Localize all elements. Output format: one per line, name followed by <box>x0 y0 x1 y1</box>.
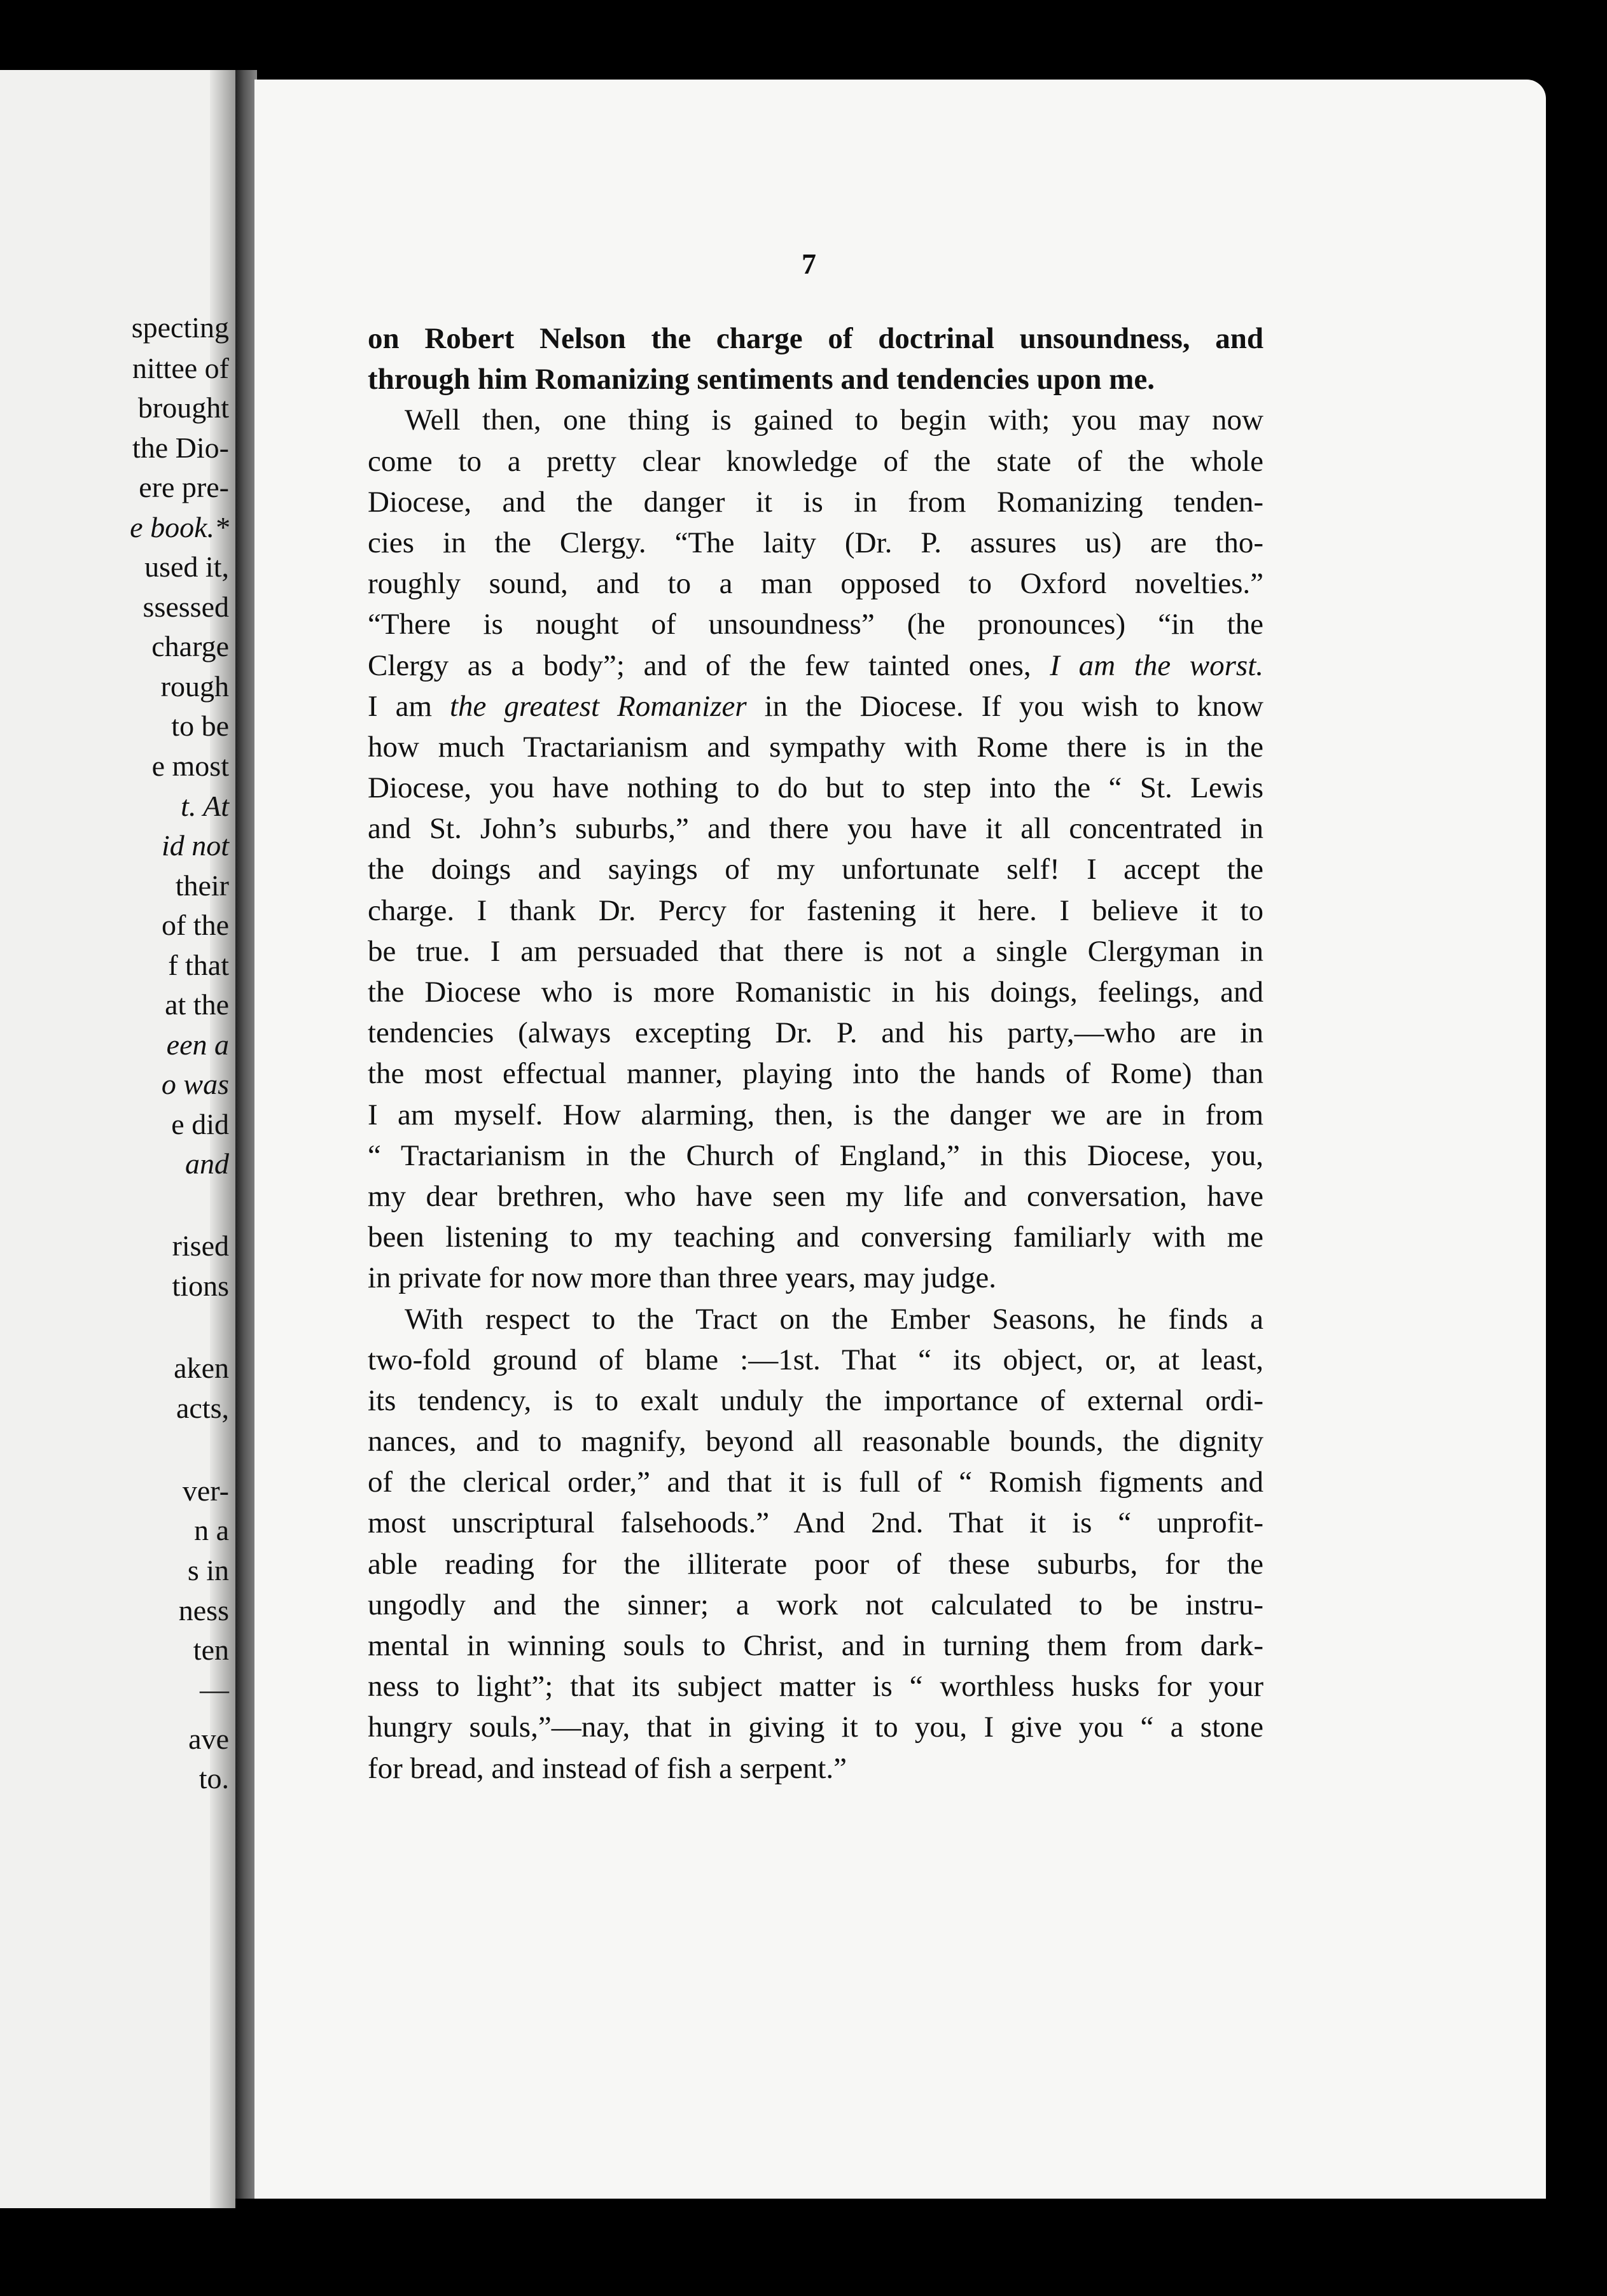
text-line <box>368 359 1263 400</box>
previous-page-line: n a <box>194 1514 229 1546</box>
text-line <box>368 1502 1263 1543</box>
previous-page-line: ness <box>178 1594 229 1627</box>
text-line <box>368 441 1263 482</box>
text-line-content: two-fold ground of blame :—1st. That “ its object, or, at least, <box>368 1343 1263 1376</box>
text-line-content: and St. John’s suburbs,” and there you have it all concentrated in <box>368 812 1263 846</box>
previous-page-line: s in <box>187 1554 229 1586</box>
text-line-content: Well then, one thing is gained to begin with; you may now <box>405 403 1263 437</box>
previous-page-line: their <box>175 869 229 902</box>
previous-page-line: o was <box>161 1068 229 1100</box>
text-line-content: been listening to my teaching and conversing familiarly with me <box>368 1221 1263 1254</box>
previous-page-line: to be <box>171 710 229 742</box>
text-line-content: hungry souls,”—nay, that in giving it to you, I give you “ a stone <box>368 1711 1263 1744</box>
text-line-content: “ Tractarianism in the Church of England,” in this Diocese, you, <box>368 1138 1263 1172</box>
previous-page-line: to. <box>198 1762 229 1795</box>
previous-page-line: rised <box>172 1229 229 1262</box>
previous-page-line: f that <box>168 949 229 981</box>
previous-page-line: aken <box>174 1352 229 1384</box>
previous-page-line: t. At <box>181 790 229 822</box>
text-line <box>368 931 1263 972</box>
text-line <box>368 522 1263 563</box>
text-line <box>368 890 1263 931</box>
previous-page-line: rough <box>160 670 229 703</box>
text-line-content: tendencies (always excepting Dr. P. and his party,—who are in <box>368 1016 1263 1050</box>
previous-page-line: e book.* <box>130 511 229 543</box>
previous-page-line: id not <box>161 829 229 862</box>
text-line-content: cies in the Clergy. “The laity (Dr. P. assures us) are tho- <box>368 526 1263 559</box>
text-line-emphasis: the greatest Romanizer <box>449 689 747 723</box>
text-line-content: able reading for the illiterate poor of these suburbs, for the <box>368 1547 1263 1581</box>
text-line-content: mental in winning souls to Christ, and in turning them from dark- <box>368 1629 1263 1662</box>
text-line-content: ness to light”; that its subject matter is “ worthless husks for your <box>368 1670 1263 1704</box>
text-line <box>368 1095 1263 1135</box>
previous-page-line: brought <box>137 391 229 424</box>
text-line-content: Diocese, you have nothing to do but to step into the “ St. Lewis <box>368 771 1263 805</box>
previous-page-line: nittee of <box>132 352 229 384</box>
text-line-content: I am <box>368 689 450 723</box>
previous-page-line: een a <box>166 1028 229 1061</box>
text-line <box>368 1625 1263 1666</box>
text-line <box>368 972 1263 1012</box>
previous-page-line: and <box>185 1147 229 1180</box>
text-line <box>368 1666 1263 1707</box>
text-line <box>368 400 1263 440</box>
previous-page-line: specting <box>131 311 229 344</box>
page-number: 7 <box>802 248 816 280</box>
text-line <box>368 1053 1263 1094</box>
previous-page-line: used it, <box>144 550 229 583</box>
text-line <box>368 1585 1263 1625</box>
text-line-content: Diocese, and the danger it is in from Romanizing tenden- <box>368 485 1263 519</box>
text-line-content: most unscriptural falsehoods.” And 2nd. That it is “ unprofit- <box>368 1506 1263 1540</box>
previous-page-line: ere pre- <box>139 471 229 503</box>
previous-page-line: the Dio- <box>132 431 229 464</box>
text-line <box>368 1707 1263 1747</box>
text-line-content: charge. I thank Dr. Percy for fastening it here. I believe it to <box>368 893 1263 927</box>
previous-page-line: ave <box>188 1723 229 1755</box>
text-line-content: ungodly and the sinner; a work not calculated to be instru- <box>368 1588 1263 1621</box>
text-line <box>368 482 1263 522</box>
text-line-content: in private for now more than three years, may judge. <box>368 1261 996 1295</box>
text-line <box>368 1462 1263 1502</box>
text-line <box>368 1421 1263 1462</box>
previous-page-line: acts, <box>176 1392 229 1424</box>
text-line <box>368 318 1263 359</box>
text-line-content: for bread, and instead of fish a serpent.” <box>368 1751 847 1785</box>
text-line <box>368 1176 1263 1217</box>
text-line-emphasis: I am the worst. <box>1050 648 1264 682</box>
previous-page-line: tions <box>172 1270 229 1302</box>
body-text <box>368 318 1263 1789</box>
text-line-content: the most effectual manner, playing into the hands of Rome) than <box>368 1057 1263 1091</box>
text-line <box>368 686 1263 727</box>
text-line <box>368 849 1263 890</box>
text-line <box>368 1544 1263 1585</box>
text-line-content: come to a pretty clear knowledge of the state of the whole <box>368 444 1263 478</box>
text-line-content: be true. I am persuaded that there is not a single Clergyman in <box>368 934 1263 968</box>
text-line-content: how much Tractarianism and sympathy with Rome there is in the <box>368 730 1263 764</box>
text-line-content: nances, and to magnify, beyond all reasonable bounds, the dignity <box>368 1425 1263 1459</box>
text-line <box>368 767 1263 808</box>
text-line-content: the Diocese who is more Romanistic in his doings, feelings, and <box>368 976 1263 1009</box>
text-line-content: With respect to the Tract on the Ember Seasons, he finds a <box>405 1302 1263 1336</box>
previous-page-line: e did <box>171 1108 229 1140</box>
text-line <box>368 1257 1263 1298</box>
previous-page-line: ver- <box>182 1474 229 1507</box>
text-line-content: roughly sound, and to a man opposed to Oxford novelties.” <box>368 567 1263 601</box>
text-line <box>368 727 1263 767</box>
previous-page-line: e most <box>151 750 229 782</box>
text-line-continuation: in the Diocese. If you wish to know <box>746 689 1263 723</box>
previous-page-line: at the <box>165 988 229 1021</box>
text-line-content: through him Romanizing sentiments and tendencies upon me. <box>368 363 1155 396</box>
text-line <box>368 1012 1263 1053</box>
text-line-content: “There is nought of unsoundness” (he pronounces) “in the <box>368 608 1263 641</box>
text-line <box>368 1299 1263 1340</box>
previous-page-line: ssessed <box>143 591 229 623</box>
text-line-content: of the clerical order,” and that it is full of “ Romish figments and <box>368 1466 1263 1499</box>
text-line-content: the doings and sayings of my unfortunate self! I accept the <box>368 853 1263 886</box>
previous-page-line: ten <box>193 1634 229 1666</box>
book-spine <box>235 70 257 2199</box>
previous-page-line: — <box>200 1673 229 1705</box>
previous-page-line: of the <box>161 909 229 941</box>
text-line <box>368 1217 1263 1257</box>
text-line-content: on Robert Nelson the charge of doctrinal unsoundness, and <box>368 322 1263 355</box>
text-line-content: I am myself. How alarming, then, is the danger we are in from <box>368 1098 1263 1131</box>
text-line-content: my dear brethren, who have seen my life and conversation, have <box>368 1179 1263 1213</box>
text-line <box>368 604 1263 645</box>
text-line <box>368 808 1263 849</box>
text-line <box>368 1340 1263 1380</box>
text-line-content: its tendency, is to exalt unduly the importance of external ordi- <box>368 1383 1263 1417</box>
text-line <box>368 1748 1263 1789</box>
text-line <box>368 1135 1263 1176</box>
text-line <box>368 1380 1263 1421</box>
text-line <box>368 563 1263 604</box>
text-line-content: Clergy as a body”; and of the few tainted ones, <box>368 648 1050 682</box>
text-line <box>368 645 1263 686</box>
previous-page-line: charge <box>151 630 229 662</box>
